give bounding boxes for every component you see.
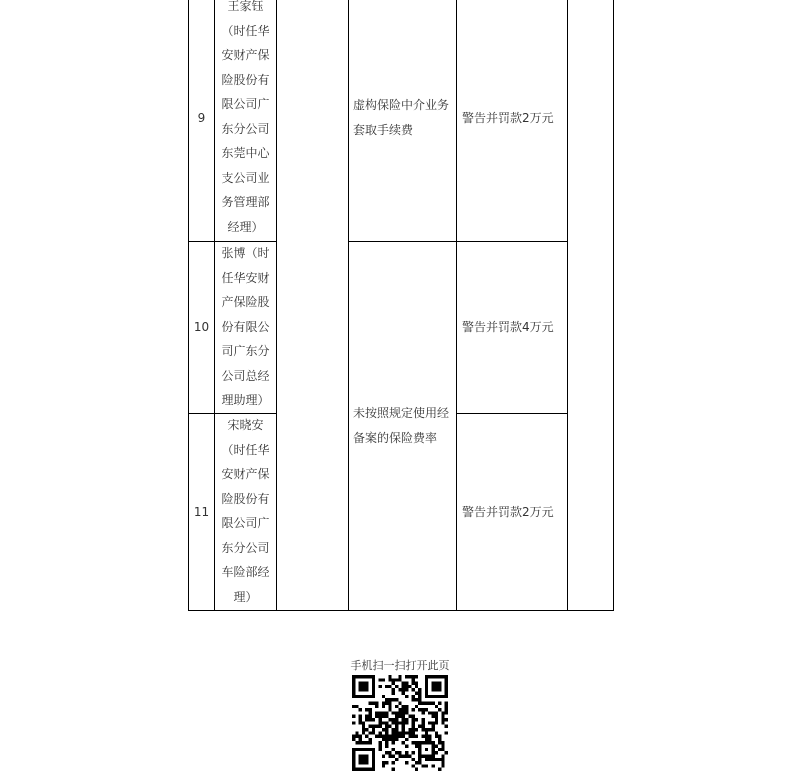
name-line: 险股份有 — [221, 491, 270, 506]
name-line: 限公司广 — [221, 516, 270, 530]
person-name-cell — [215, 0, 276, 239]
qr-code-image[interactable] — [352, 675, 448, 771]
shared-violation-cell — [353, 401, 453, 450]
violation-line: 套取手续费 — [353, 122, 414, 137]
name-line: 理） — [233, 589, 258, 604]
penalty-cell: 警告并罚款2万元 — [462, 505, 554, 519]
row-number: 9 — [197, 111, 206, 125]
name-line: 东分公司 — [221, 121, 270, 136]
name-line: 务管理部 — [221, 195, 270, 209]
name-line: 张博（时 — [221, 246, 270, 260]
row-number: 10 — [193, 320, 210, 334]
name-line: 宋晓安 — [227, 418, 264, 432]
name-line: 东莞中心 — [221, 146, 270, 160]
person-name-cell — [215, 241, 276, 413]
name-line: （时任华 — [221, 23, 270, 38]
column-divider — [456, 0, 457, 611]
violation-cell — [353, 93, 453, 142]
name-line: 经理） — [227, 219, 264, 234]
name-line: 限公司广 — [221, 97, 270, 111]
name-line: 东分公司 — [221, 540, 270, 555]
qr-label: 手机扫一扫打开此页 — [350, 659, 450, 672]
name-line: 产保险股 — [221, 295, 270, 309]
name-line: 支公司业 — [221, 170, 270, 185]
name-line: 公司总经 — [221, 368, 270, 383]
penalty-cell: 警告并罚款4万元 — [462, 320, 554, 334]
name-line: 险股份有 — [221, 72, 270, 87]
column-divider — [276, 0, 277, 611]
table-border-bottom — [188, 610, 614, 611]
name-line: 司广东分 — [221, 344, 270, 358]
violation-line: 备案的保险费率 — [353, 430, 438, 445]
row-divider — [456, 413, 568, 414]
column-divider — [567, 0, 568, 611]
name-line: 车险部经 — [221, 565, 270, 579]
row-divider — [348, 241, 568, 242]
name-line: （时任华 — [221, 442, 270, 457]
name-line: 安财产保 — [221, 48, 270, 62]
penalty-cell: 警告并罚款2万元 — [462, 111, 554, 125]
name-line: 王家钰 — [227, 0, 264, 13]
violation-line: 未按照规定使用经 — [353, 406, 450, 420]
name-line: 理助理） — [221, 393, 270, 407]
column-divider — [348, 0, 349, 611]
table-border-right — [613, 0, 614, 611]
person-name-cell — [215, 413, 276, 609]
name-line: 份有限公 — [221, 319, 270, 334]
row-number: 11 — [193, 505, 210, 519]
name-line: 安财产保 — [221, 467, 270, 481]
violation-line: 虚构保险中介业务 — [353, 98, 450, 112]
name-line: 任华安财 — [221, 270, 270, 285]
